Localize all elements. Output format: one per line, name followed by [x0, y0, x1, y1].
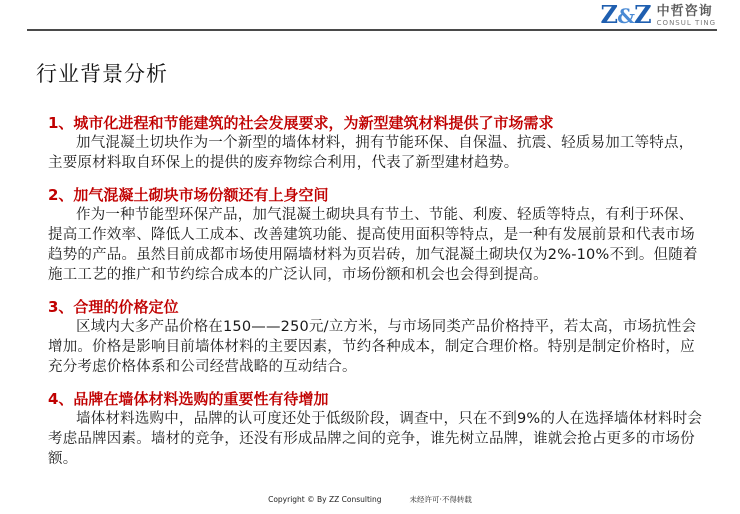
section-heading: 1、城市化进程和节能建筑的社会发展要求，为新型建筑材料提供了市场需求: [48, 114, 554, 132]
header-divider: [27, 29, 717, 31]
logo-mark: [600, 0, 651, 29]
section-market-share: [48, 185, 703, 285]
logo-text: [657, 4, 716, 28]
section-body: 区域内大多产品价格在150——250元/立方米，与市场同类产品价格持平，若太高，市场抗性会增加。价格是影响目前墙体材料的主要因素，节约各种成本，制定合理价格。特别是制定价格时，应充分考虑价格体系和公司经营战略的互动结合。: [48, 319, 697, 375]
footer: [0, 494, 740, 505]
section-urbanization: [48, 113, 703, 173]
content-body: [48, 113, 703, 481]
logo-mark-amp: &: [617, 4, 635, 28]
section-heading: 2、加气混凝土砌块市场份额还有上身空间: [48, 186, 329, 204]
logo-mark-left: Z: [600, 0, 618, 29]
section-body: 作为一种节能型环保产品，加气混凝土砌块具有节土、节能、利废、轻质等特点，有利于环保、提高工作效率、降低人工成本、改善建筑功能、提高使用面积等特点，是一种有发展前景和代表市场趋势的产品。虽然目前成都市场使用隔墙材料为页岩砖，加气混凝土砌块仅为2%-10%不到。但随着施工工艺的推广和节约综合成本的广泛认同，市场份额和机会也会得到提高。: [48, 207, 698, 283]
section-branding: [48, 389, 703, 469]
logo-name-cn: 中哲咨询: [656, 3, 713, 19]
section-heading: 4、品牌在墙体材料选购的重要性有待增加: [48, 390, 329, 408]
section-body: 墙体材料选购中，品牌的认可度还处于低级阶段，调查中，只在不到9%的人在选择墙体材料时会考虑品牌因素。墙材的竞争，还没有形成品牌之间的竞争，谁先树立品牌，谁就会抢占更多的市场份额。: [48, 411, 703, 467]
section-body: 加气混凝土切块作为一个新型的墙体材料，拥有节能环保、自保温、抗震、轻质易加工等特点，主要原材料取自环保上的提供的废弃物综合利用，代表了新型建材趋势。: [48, 135, 694, 171]
section-heading: 3、合理的价格定位: [48, 298, 179, 316]
logo-name-en: CONSUL TING: [656, 18, 716, 27]
logo-mark-right: Z: [634, 0, 651, 29]
footer-notice: 未经许可·不得转载: [409, 495, 472, 504]
footer-copyright: Copyright © By ZZ Consulting: [268, 495, 382, 504]
company-logo: [600, 0, 716, 29]
page-title: 行业背景分析: [36, 62, 168, 86]
section-pricing: [48, 297, 703, 377]
